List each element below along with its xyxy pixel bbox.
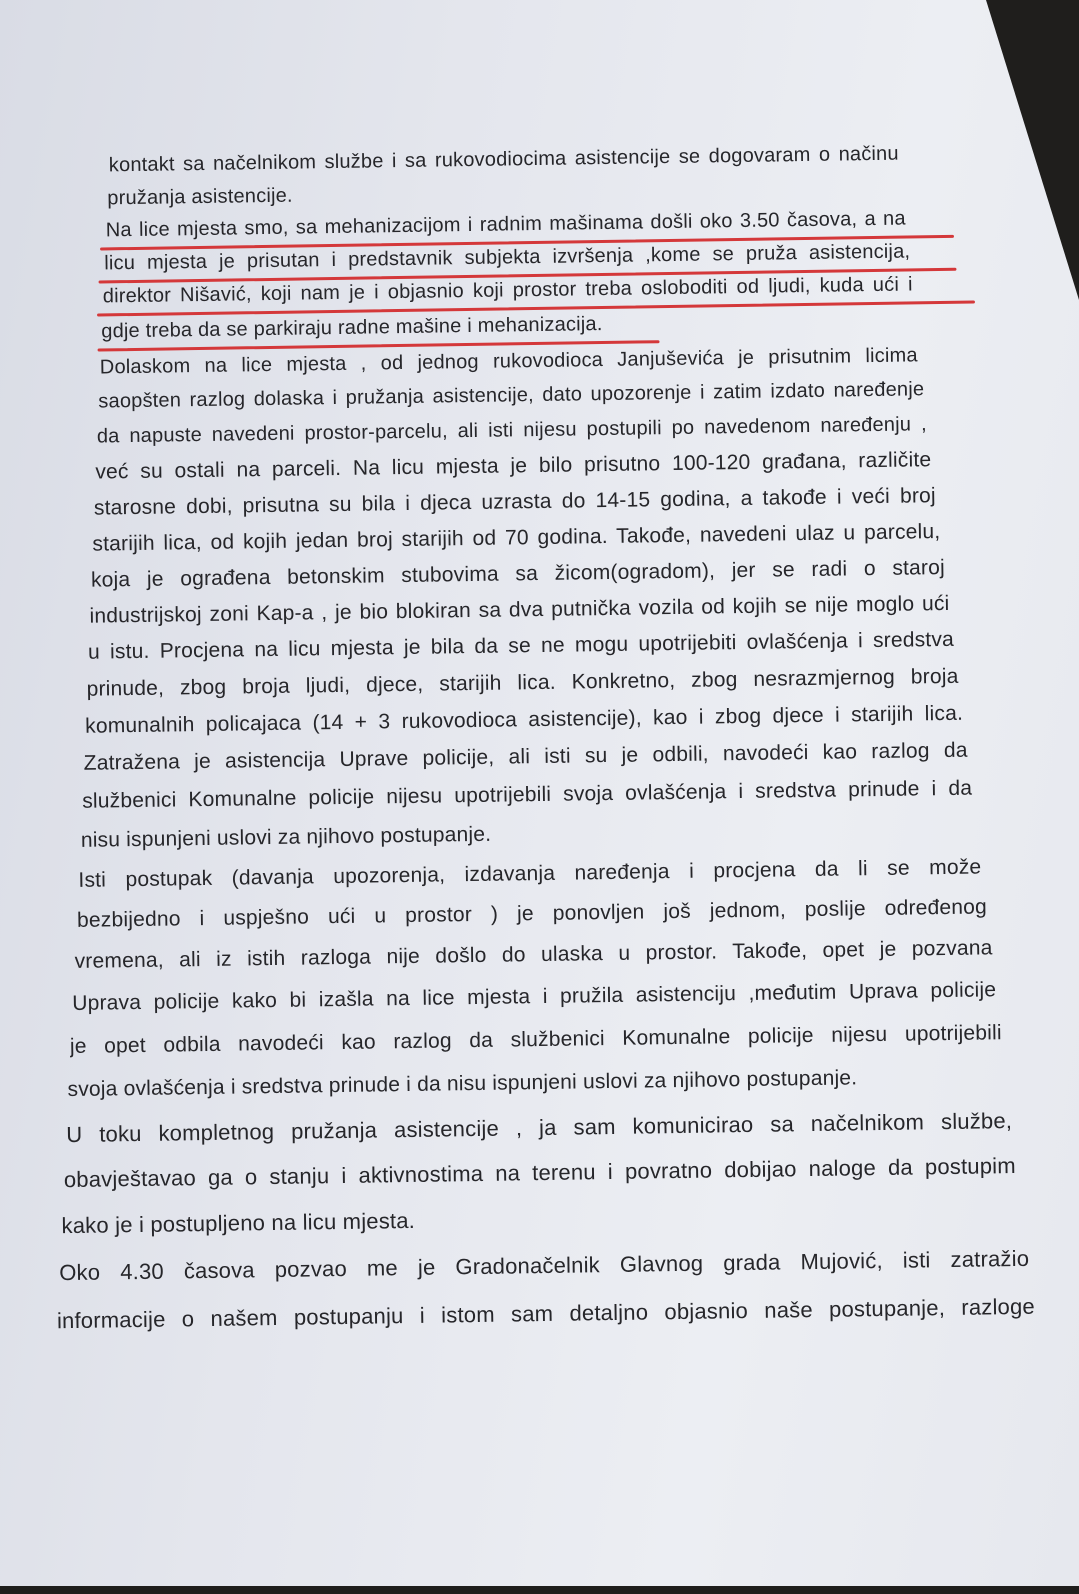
text-line: vremena, ali iz istih razloga nije došlo do ulaska u prostor. Takođe, opet je pozvana (74, 936, 993, 973)
text-line: Oko 4.30 časova pozvao me je Gradonačelnik Glavnog grada Mujović, isti zatražio (59, 1245, 1030, 1286)
highlighted-text-line: gdje treba da se parkiraju radne mašine i mehanizacija. (101, 313, 603, 343)
text-line: U toku kompletnog pružanja asistencije , ja sam komunicirao sa načelnikom službe, (66, 1108, 1013, 1148)
text-line: svoja ovlašćenja i sredstva prinude i da nisu ispunjeni uslovi za njihovo postupanje. (67, 1066, 858, 1102)
text-line: prinude, zbog broja ljudi, djece, starijih lica. Konkretno, zbog nesrazmjernog broja (86, 664, 959, 701)
text-line: pružanja asistencije. (107, 184, 293, 210)
text-line: kako je i postupljeno na licu mjesta. (61, 1207, 416, 1239)
text-line: obavještavao ga o stanju i aktivnostima na terenu i povratno dobijao naloge da postupim (63, 1152, 1016, 1193)
highlighted-text-line: licu mjesta je prisutan i predstavnik subjekta izvršenja ,kome se pruža asistencija, (104, 240, 911, 275)
text-line: saopšten razlog dolaska i pružanja asistencije, dato upozorenje i zatim izdato naređenje (98, 378, 925, 413)
text-line: Zatražena je asistencija Uprave policije, ali isti su je odbili, navodeći kao razlog da (83, 738, 968, 775)
text-line: Isti postupak (davanja upozorenja, izdavanja naređenja i procjena da li se može (78, 855, 982, 892)
text-line: bezbijedno i uspješno ući u prostor ) je ponovljen još jednom, poslije određenog (76, 895, 988, 932)
text-line: Dolaskom na lice mjesta , od jednog rukovodioca Janjuševića je prisutnim licima (99, 344, 918, 379)
text-line: službenici Komunalne policije nijesu upotrijebili svoja ovlašćenja i sredstva prinude i da (82, 776, 973, 813)
text-line: komunalnih policajaca (14 + 3 rukovodioca asistencije), kao i zbog djece i starijih lica. (84, 701, 964, 738)
text-line: da napuste navedeni prostor-parcelu, ali isti nijesu postupili po navedenom naređenju , (96, 413, 927, 448)
text-line: kontakt sa načelnikom službe i sa rukovodiocima asistencije se dogovaram o načinu (108, 142, 899, 177)
text-line: starijih lica, od kojih jedan broj starijih od 70 godina. Takođe, navedeni ulaz u parcelu, (92, 520, 941, 556)
text-line: nisu ispunjeni uslovi za njihovo postupanje. (80, 822, 492, 852)
text-line: informacije o našem postupanju i istom sam detaljno objasnio naše postupanje, razloge (56, 1293, 1036, 1334)
text-line: starosne dobi, prisutna su bila i djeca uzrasta do 14-15 godina, a takođe i veći broj (93, 484, 936, 520)
highlighted-text-line: Na lice mjesta smo, sa mehanizacijom i radnim mašinama došli oko 3.50 časova, a na (105, 207, 906, 242)
text-line: u istu. Procjena na licu mjesta je bila da se ne mogu upotrijebiti ovlašćenja i sredstva (87, 627, 955, 664)
highlighted-text-line: direktor Nišavić, koji nam je i objasnio koji prostor treba osloboditi od ljudi, kuda ući i (102, 273, 913, 308)
text-line: Uprava policije kako bi izašla na lice mjesta i pružila asistenciju ,međutim Uprava policije (72, 978, 997, 1015)
text-line: koja je ograđena betonskim stubovima sa žicom(ogradom), jer se radi o staroj (90, 555, 946, 592)
text-line: već su ostali na parceli. Na licu mjesta je bilo prisutno 100-120 građana, različite (95, 448, 932, 484)
text-line: industrijskoj zoni Kap-a , je bio blokiran sa dva putnička vozila od kojih se nije moglo ući (89, 591, 950, 628)
text-line: je opet odbila navodeći kao razlog da službenici Komunalne policije nijesu upotrijebili (69, 1021, 1002, 1059)
